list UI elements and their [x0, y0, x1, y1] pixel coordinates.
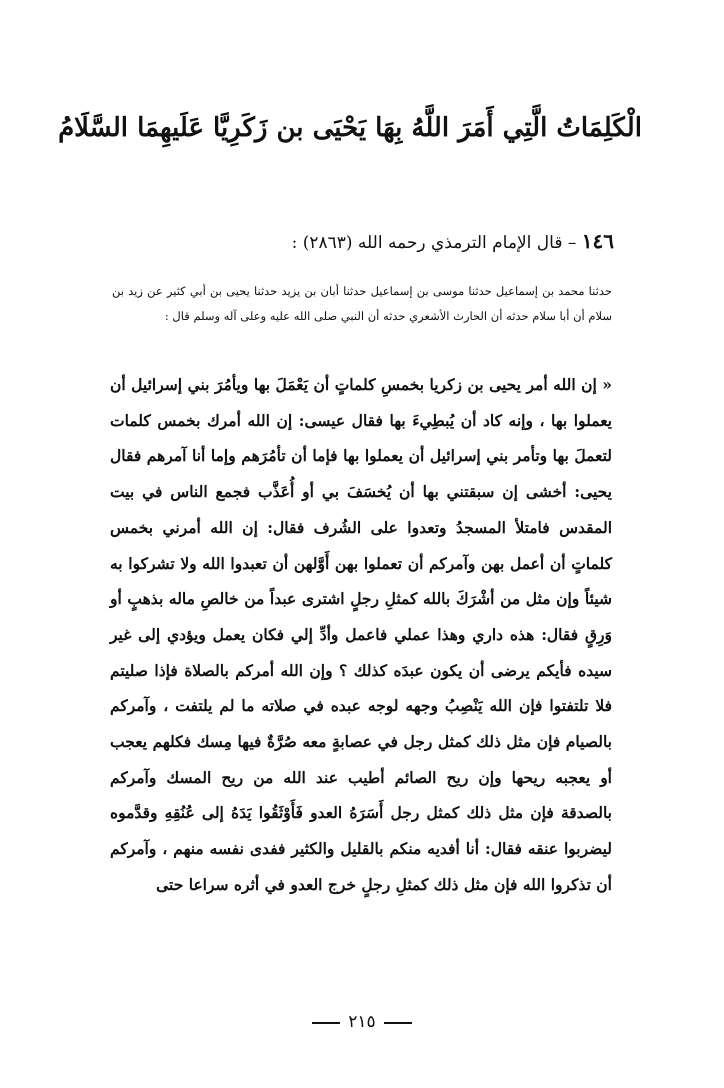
- hadith-number: ١٤٦: [581, 229, 614, 253]
- hadith-heading-text: – قال الإمام الترمذي رحمه الله (٢٨٦٣) :: [291, 233, 577, 253]
- hadith-heading: [94, 226, 614, 258]
- footer-dash-left: [384, 1022, 412, 1024]
- page-footer: [0, 1012, 724, 1032]
- chapter-title: الْكَلِمَاتُ الَّتِي أَمَرَ اللَّهُ بِهَا يَحْيَى بن زَكَرِيَّا عَلَيهِمَا السَّلَامُ: [58, 113, 642, 143]
- page-number: ٢١٥: [348, 1012, 376, 1032]
- hadith-text: [110, 367, 612, 903]
- footer-dash-right: [312, 1022, 340, 1024]
- matn-paragraph: « إن الله أمر يحيى بن زكريا بخمسِ كلماتٍ أن يَعْمَلَ بها ويأمُرَ بني إسرائيل أن يعملوا بها ، وإنه كاد أن يُبطِيءَ بها فقال عيسى: إن الله أمرك بخمس كلمات لتعملَ بها وتأمر بني إسرائيل أن يعملوا بها فإما أن تأمُرَهم وإما أنا آمرهم فقال يحيى: أخشى إن سبقتني بها أن يُخسَفَ بي أو أُعَذَّب فجمع الناس في بيت المقدس فامتلأ المسجدُ وتعدوا على الشُرف فقال: إن الله أمرني بخمس كلماتٍ أن أعمل بهن وآمركم أن تعملوا بهن أَوَّلهن أن تعبدوا الله ولا تشركوا به شيئاً وإن مثل من أشْرَكَ بالله كمثلِ رجلٍ اشترى عبداً من خالصِ ماله بذهبٍ أو وَرِقٍ فقال: هذه داري وهذا عملي فاعمل وأدِّ إلي فكان يعمل ويؤدي إلى غير سيده فأيكم يرضى أن يكون عبدَه كذلك ؟ وإن الله أمركم بالصلاة فإذا صليتم فلا تلتفتوا فإن الله يَنْصِبُ وجهه لوجه عبده في صلاته ما لم يلتفت ، وآمركم بالصيام فإن مثل ذلك كمثل رجل في عصابةٍ معه صُرَّةٌ فيها مِسك فكلهم يعجب أو يعجبه ريحها وإن ريح الصائم أطيب عند الله من ريح المسك وآمركم بالصدقة فإن مثل ذلك كمثل رجل أَسَرَهُ العدو فَأَوْثَقُوا يَدَهُ إلى عُنُقِهِ وقدَّموه ليضربوا عنقه فقال: أنا أفديه منكم بالقليل والكثير ففدى نفسه منهم ، وآمركم أن تذكروا الله فإن مثل ذلك كمثلِ رجلٍ خرج العدو في أثره سراعا حتى: [110, 375, 612, 894]
- isnad-paragraph: حدثنا محمد بن إسماعيل حدثنا موسى بن إسماعيل حدثنا أبان بن يزيد حدثنا يحيى بن أبي كثير عن زيد بن سلام أن أبا سلام حدثه أن الحارث الأشعري حدثه أن النبي صلى الله عليه وعلى آله وسلم قال :: [112, 284, 612, 323]
